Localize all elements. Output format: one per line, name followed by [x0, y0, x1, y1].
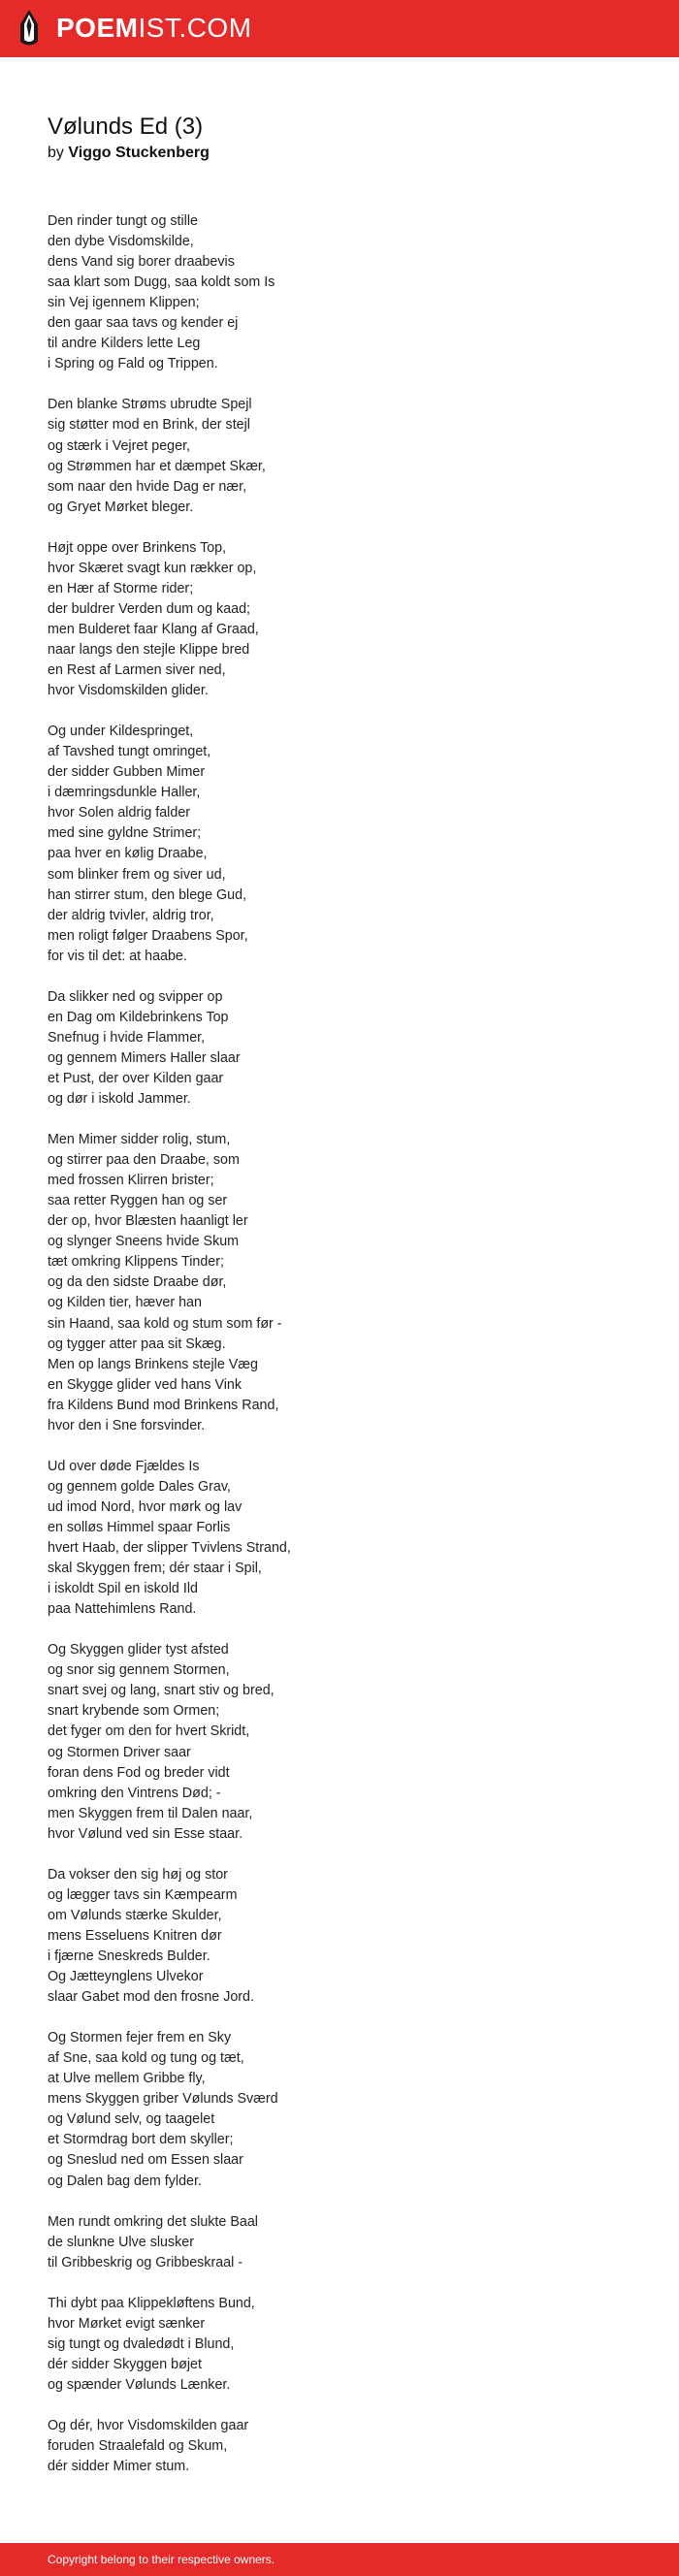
- poem-line: foran dens Fod og breder vidt: [48, 1764, 230, 1781]
- poem-line: og Strømmen har et dæmpet Skær,: [48, 458, 266, 474]
- poem-line: og Gryet Mørket bleger.: [48, 499, 194, 515]
- poem-line: og da den sidste Draabe dør,: [48, 1274, 227, 1291]
- poem-line: fra Kildens Bund mod Brinkens Rand,: [48, 1397, 279, 1413]
- poem-line: og stirrer paa den Draabe, som: [48, 1152, 240, 1169]
- logo-bold-text: POEM: [56, 13, 139, 43]
- site-header: [0, 0, 679, 57]
- poem-line: skal Skyggen frem; dér staar i Spil,: [48, 1561, 262, 1577]
- poem-line: hvert Haab, der slipper Tvivlens Strand,: [48, 1540, 291, 1557]
- poem-line: og tygger atter paa sit Skæg.: [48, 1336, 226, 1352]
- poem-line: han stirrer stum, den blege Gud,: [48, 886, 247, 903]
- poem-line: i dæmringsdunkle Haller,: [48, 785, 201, 801]
- poem-line: og gennem golde Dales Grav,: [48, 1478, 231, 1495]
- poem-line: det fyger om den for hvert Skridt,: [48, 1723, 250, 1740]
- poem-line: den dybe Visdomskilde,: [48, 234, 194, 250]
- poem-line: snart svej og lang, snart stiv og bred,: [48, 1683, 275, 1699]
- poem-line: Og Stormen fejer frem en Sky: [48, 2030, 232, 2046]
- poem-line: Men Mimer sidder rolig, stum,: [48, 1132, 231, 1148]
- poem-line: dér sidder Skyggen bøjet: [48, 2356, 202, 2372]
- poem-line: Thi dybt paa Klippekløftens Bund,: [48, 2295, 255, 2311]
- poem-line: og Stormen Driver saar: [48, 1744, 191, 1760]
- stanza: [48, 987, 291, 1110]
- poem-line: den gaar saa tavs og kender ej: [48, 315, 239, 332]
- poem-line: Den rinder tungt og stille: [48, 213, 198, 229]
- poem-title: Vølunds Ed (3): [48, 113, 204, 140]
- poem-line: med sine gyldne Strimer;: [48, 825, 202, 842]
- stanza: [48, 211, 291, 374]
- poem-line: naar langs den stejle Klippe bred: [48, 641, 250, 658]
- poem-line: i iskoldt Spil en iskold Ild: [48, 1581, 198, 1597]
- poem-line: en Skygge glider ved hans Vink: [48, 1376, 242, 1393]
- poem-line: et Pust, der over Kilden gaar: [48, 1070, 224, 1086]
- poem-line: en Dag om Kildebrinkens Top: [48, 1009, 229, 1025]
- poem-line: saa klart som Dugg, saa koldt som Is: [48, 274, 275, 291]
- poem-line: som naar den hvide Dag er nær,: [48, 478, 247, 495]
- stanza: [48, 395, 291, 517]
- poem-line: Ud over døde Fjældes Is: [48, 1458, 200, 1474]
- stanza: [48, 2294, 291, 2396]
- poem-line: og lægger tavs sin Kæmpearm: [48, 1886, 238, 1903]
- site-footer: [0, 2543, 679, 2576]
- poem-line: Snefnug i hvide Flammer,: [48, 1029, 206, 1046]
- poem-line: af Tavshed tungt omringet,: [48, 744, 211, 760]
- poem-line: sin Vej igennem Klippen;: [48, 295, 200, 311]
- poem-line: sig støtter mod en Brink, der stejl: [48, 417, 250, 434]
- poem-line: en Hær af Storme rider;: [48, 580, 194, 596]
- poem-line: og slynger Sneens hvide Skum: [48, 1234, 240, 1250]
- poem-line: Men op langs Brinkens stejle Væg: [48, 1356, 258, 1372]
- poem-body: [48, 211, 291, 2497]
- poem-line: Og dér, hvor Visdomskilden gaar: [48, 2418, 249, 2434]
- poem-line: en Rest af Larmen siver ned,: [48, 662, 226, 679]
- poem-line: foruden Straalefald og Skum,: [48, 2438, 228, 2455]
- stanza: [48, 722, 291, 967]
- poem-line: paa hver en kølig Draabe,: [48, 846, 208, 862]
- poem-line: mens Esseluens Knitren dør: [48, 1927, 222, 1944]
- poem-line: som blinker frem og siver ud,: [48, 866, 226, 883]
- poem-line: hvor den i Sne forsvinder.: [48, 1417, 206, 1433]
- poem-line: hvor Mørket evigt sænker: [48, 2315, 206, 2332]
- stanza: [48, 2028, 291, 2191]
- poem-line: snart krybende som Ormen;: [48, 1703, 220, 1720]
- poem-line: der buldrer Verden dum og kaad;: [48, 600, 251, 617]
- poem-line: der sidder Gubben Mimer: [48, 764, 206, 781]
- stanza: [48, 1457, 291, 1620]
- poem-line: Højt oppe over Brinkens Top,: [48, 539, 227, 556]
- poem-line: men roligt følger Draabens Spor,: [48, 927, 248, 944]
- poem-line: der aldrig tvivler, aldrig tror,: [48, 907, 214, 923]
- poem-line: men Bulderet faar Klang af Graad,: [48, 621, 259, 637]
- stanza: [48, 1640, 291, 1844]
- poem-line: for vis til det: at haabe.: [48, 948, 187, 964]
- poem-line: om Vølunds stærke Skulder,: [48, 1907, 222, 1923]
- poem-line: at Ulve mellem Gribbe fly,: [48, 2071, 206, 2087]
- poem-line: der op, hvor Blæsten haanligt ler: [48, 1213, 248, 1230]
- poem-line: til Gribbeskrig og Gribbeskraal -: [48, 2254, 243, 2270]
- poem-line: og stærk i Vejret peger,: [48, 437, 191, 454]
- stanza: [48, 538, 291, 701]
- poem-line: til andre Kilders lette Leg: [48, 336, 201, 352]
- poem-line: af Sne, saa kold og tung og tæt,: [48, 2050, 244, 2067]
- byline: [48, 144, 210, 163]
- byline-prefix: by: [48, 145, 64, 161]
- poem-line: Men rundt omkring det slukte Baal: [48, 2213, 258, 2230]
- poem-line: hvor Visdomskilden glider.: [48, 683, 209, 699]
- poem-line: sin Haand, saa kold og stum som før -: [48, 1315, 282, 1332]
- poem-line: med frossen Klirren brister;: [48, 1173, 214, 1189]
- poem-line: Den blanke Strøms ubrudte Spejl: [48, 397, 252, 413]
- stanza: [48, 2212, 291, 2273]
- poem-line: i Spring og Fald og Trippen.: [48, 356, 218, 372]
- poem-line: hvor Vølund ved sin Esse staar.: [48, 1825, 243, 1842]
- poem-line: hvor Skæret svagt kun rækker op,: [48, 560, 257, 576]
- site-logo[interactable]: [56, 12, 252, 45]
- poem-line: tæt omkring Klippens Tinder;: [48, 1254, 224, 1271]
- copyright-notice: Copyright belong to their respective owners.: [48, 2553, 275, 2566]
- poem-line: hvor Solen aldrig falder: [48, 805, 191, 821]
- poem-line: et Stormdrag bort dem skyller;: [48, 2132, 234, 2148]
- stanza: [48, 1865, 291, 2008]
- poem-line: slaar Gabet mod den frosne Jord.: [48, 1989, 254, 2006]
- poem-line: og dør i iskold Jammer.: [48, 1091, 191, 1108]
- poem-line: dér sidder Mimer stum.: [48, 2459, 190, 2475]
- poem-line: i fjærne Sneskreds Bulder.: [48, 1948, 210, 1964]
- logo-light-text: IST.COM: [138, 13, 252, 43]
- stanza: [48, 2416, 291, 2477]
- poem-line: og Vølund selv, og taagelet: [48, 2111, 215, 2128]
- poem-line: og gennem Mimers Haller slaar: [48, 1049, 241, 1066]
- poem-line: og Dalen bag dem fylder.: [48, 2173, 202, 2189]
- pen-nib-icon[interactable]: [16, 9, 42, 49]
- stanza: [48, 1130, 291, 1436]
- poem-line: Da slikker ned og svipper op: [48, 988, 223, 1005]
- poem-line: Og Jætteynglens Ulvekor: [48, 1969, 204, 1985]
- poem-line: mens Skyggen griber Vølunds Sværd: [48, 2091, 278, 2108]
- poem-line: Og Skyggen glider tyst afsted: [48, 1642, 229, 1658]
- poem-line: og Sneslud ned om Essen slaar: [48, 2152, 243, 2169]
- poem-line: Og under Kildespringet,: [48, 724, 194, 740]
- poem-line: omkring den Vintrens Død; -: [48, 1785, 221, 1801]
- poem-line: og spænder Vølunds Lænker.: [48, 2376, 231, 2393]
- poem-line: saa retter Ryggen han og ser: [48, 1193, 228, 1209]
- poem-line: de slunkne Ulve slusker: [48, 2234, 194, 2250]
- author-link[interactable]: Viggo Stuckenberg: [68, 145, 210, 161]
- poem-line: dens Vand sig borer draabevis: [48, 254, 235, 271]
- poem-line: men Skyggen frem til Dalen naar,: [48, 1805, 253, 1821]
- poem-line: sig tungt og dvaledødt i Blund,: [48, 2335, 235, 2352]
- poem-line: og Kilden tier, hæver han: [48, 1295, 202, 1311]
- poem-line: en solløs Himmel spaar Forlis: [48, 1520, 231, 1535]
- poem-line: paa Nattehimlens Rand.: [48, 1601, 197, 1618]
- poem-line: ud imod Nord, hvor mørk og lav: [48, 1498, 242, 1515]
- poem-line: og snor sig gennem Stormen,: [48, 1662, 230, 1679]
- poem-line: Da vokser den sig høj og stor: [48, 1866, 228, 1883]
